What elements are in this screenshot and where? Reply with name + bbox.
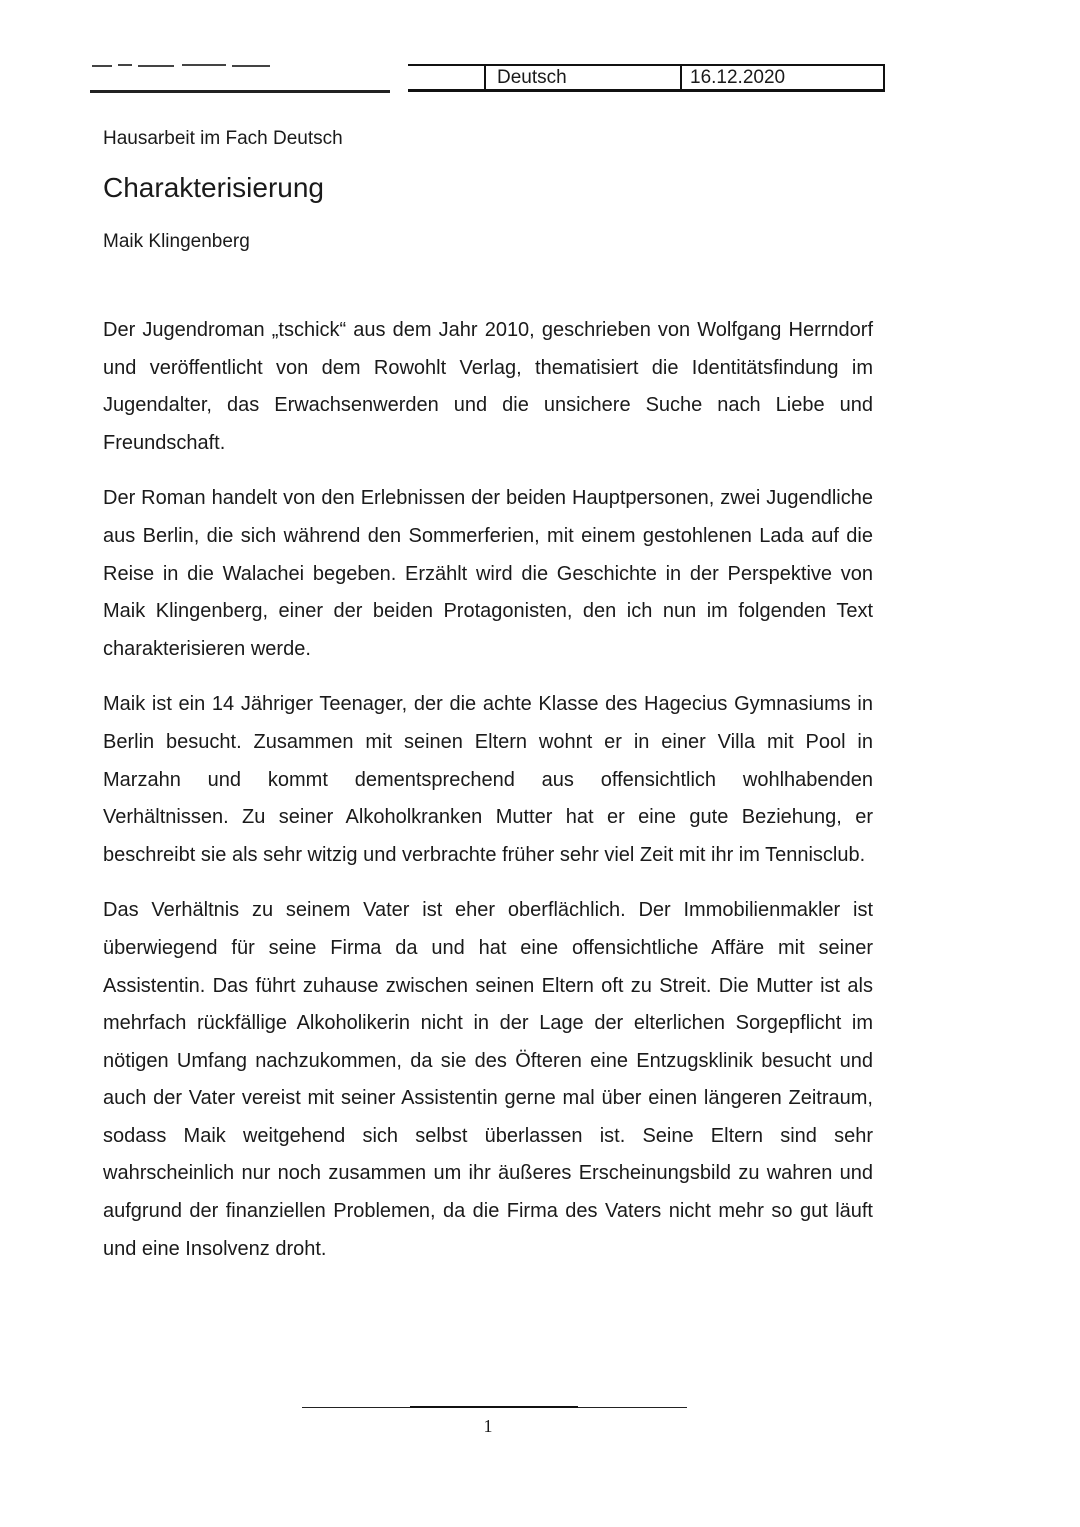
document-title: Charakterisierung (103, 172, 324, 203)
redaction-mark (232, 65, 270, 67)
redaction-mark (118, 64, 132, 66)
paragraph: Maik ist ein 14 Jähriger Teenager, der die achte Klasse des Hagecius Gymnasiums in Berlin besucht. Zusammen mit seinen Eltern wohnt er in einer Villa mit Pool in Marzahn und kommt dementsprechend aus offensichtlich wohlhabenden Verhältnissen. Zu seiner Alkoholkranken Mutter hat er eine gute Beziehung, er beschreibt sie als sehr witzig und verbrachte früher sehr viel Zeit mit ihr im Tennisclub. (103, 693, 873, 866)
redaction-mark (92, 65, 112, 67)
document-subtitle: Hausarbeit im Fach Deutsch (103, 128, 343, 149)
paragraph: Der Jugendroman „tschick“ aus dem Jahr 2010, geschrieben von Wolfgang Herrndorf und veröffentlicht von dem Rowohlt Verlag, thematisiert die Identitätsfindung im Jugendalter, das Erwachsenwerden und die unsichere Suche nach Liebe und Freundschaft. (103, 319, 873, 454)
redacted-header-name (90, 56, 410, 96)
page-number: 1 (483, 1416, 493, 1436)
header-subject: Deutsch (484, 66, 680, 89)
redaction-mark (182, 64, 226, 66)
header-date: 16.12.2020 (680, 66, 883, 89)
document-author: Maik Klingenberg (103, 231, 250, 252)
paragraph: Das Verhältnis zu seinem Vater ist eher oberflächlich. Der Immobilienmakler ist überwiegend für seine Firma da und hat eine offensichtliche Affäre mit seiner Assistentin. Das führt zuhause zwischen seinen Eltern oft zu Streit. Die Mutter ist als mehrfach rückfällige Alkoholikerin nicht in der Lage der elterlichen Sorgepflicht im nötigen Umfang nachzukommen, da sie des Öfteren eine Entzugsklinik besucht und auch der Vater vereist mit seiner Assistentin gerne mal über einen längeren Zeitraum, sodass Maik weitgehend sich selbst überlassen ist. Seine Eltern sind sehr wahrscheinlich nur noch zusammen um ihr äußeres Erscheinungsbild zu wahren und aufgrund der finanziellen Problemen, da die Firma des Vaters nicht mehr so gut läuft und eine Insolvenz droht. (103, 899, 873, 1260)
header-table (408, 64, 885, 92)
paragraph: Der Roman handelt von den Erlebnissen der beiden Hauptpersonen, zwei Jugendliche aus Berlin, die sich während den Sommerferien, mit einem gestohlenen Lada auf die Reise in die Walachei begeben. Erzählt wird die Geschichte in der Perspektive von Maik Klingenberg, einer der beiden Protagonisten, den ich nun im folgenden Text charakterisieren werde. (103, 487, 873, 660)
footer-rule-accent (410, 1406, 578, 1408)
header-cell-blank (408, 66, 484, 89)
document-body (103, 312, 873, 1286)
redaction-mark (138, 65, 174, 67)
header-rule (90, 90, 390, 93)
